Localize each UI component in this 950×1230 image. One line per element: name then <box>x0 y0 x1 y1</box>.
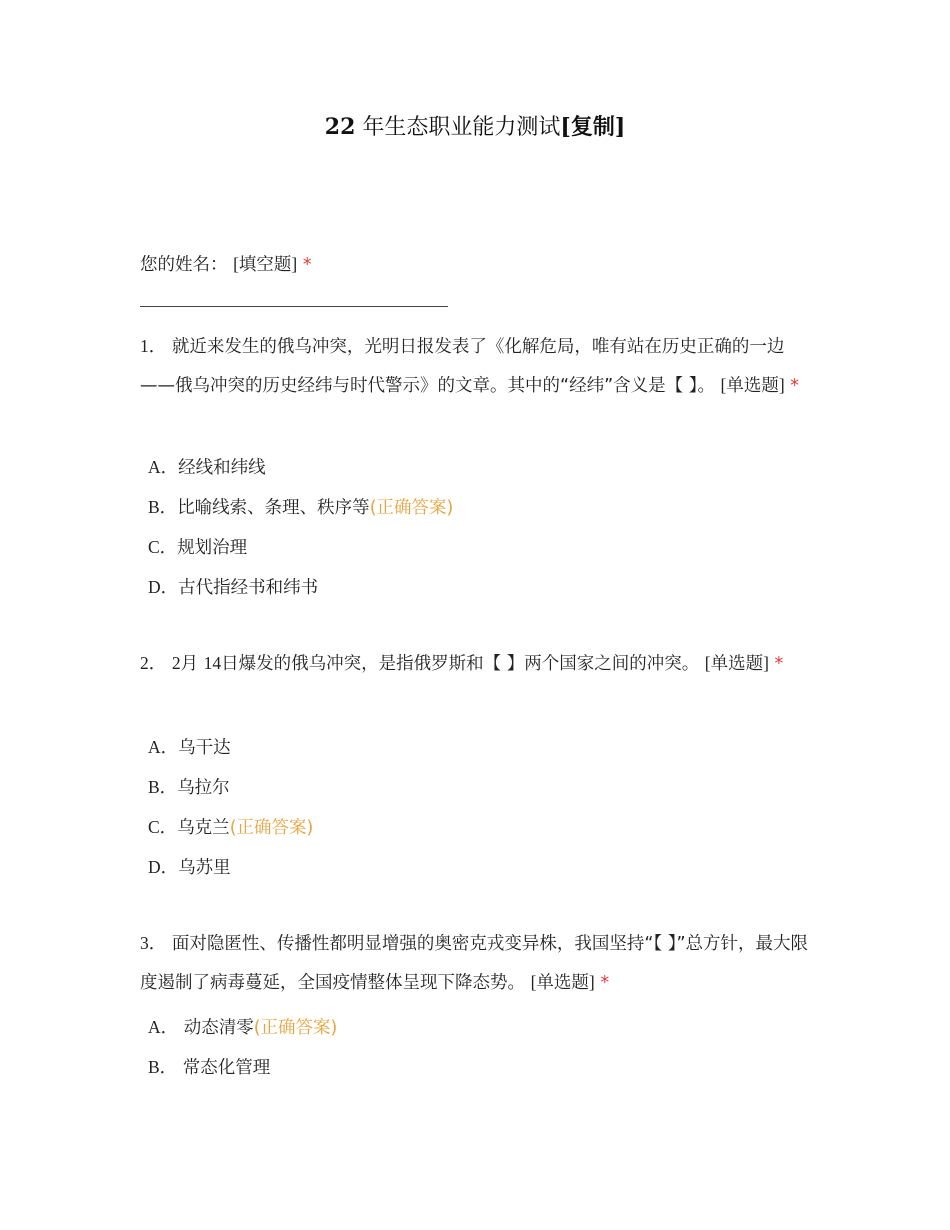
question-month-label: 月 <box>180 654 199 674</box>
option-c[interactable] <box>148 527 453 567</box>
option-b[interactable] <box>148 487 453 527</box>
question-type: [单选题] <box>720 375 785 395</box>
required-mark: * <box>774 654 784 674</box>
question-text: 日爆发的俄乌冲突，是指俄罗斯和【 】两个国家之间的冲突。 <box>221 654 700 674</box>
correct-answer-tag: (正确答案) <box>369 498 454 518</box>
question-number: 3． <box>140 933 167 953</box>
option-letter: A． <box>148 457 179 477</box>
option-letter: B． <box>148 777 178 797</box>
option-a[interactable] <box>148 447 453 487</box>
question-3-options <box>148 1007 337 1087</box>
option-a[interactable] <box>148 1007 337 1047</box>
question-1 <box>140 327 812 405</box>
question-3 <box>140 924 812 1002</box>
page-title <box>0 110 950 141</box>
option-text: 规划治理 <box>177 538 248 558</box>
question-2 <box>140 644 812 683</box>
correct-answer-tag: (正确答案) <box>253 1018 338 1038</box>
name-answer-line[interactable] <box>140 306 448 307</box>
option-a[interactable] <box>148 727 313 767</box>
option-text: 乌克兰 <box>177 818 230 838</box>
question-text: 面对隐匿性、传播性都明显增强的奥密克戎变异株，我国坚持“【 】”总方针，最大限度遏制了病毒蔓延，全国疫情整体呈现下降态势。 <box>140 934 809 993</box>
option-letter: D． <box>148 577 179 597</box>
option-letter: C． <box>148 537 178 557</box>
name-question-type: [填空题] <box>233 254 298 274</box>
question-number: 2． <box>140 653 167 673</box>
option-d[interactable] <box>148 567 453 607</box>
option-letter: B． <box>148 497 178 517</box>
option-text: 乌苏里 <box>178 858 231 878</box>
option-text: 古代指经书和纬书 <box>178 578 319 598</box>
question-type: [单选题] <box>530 972 595 992</box>
option-text: 比喻线索、条理、秩序等 <box>177 498 370 518</box>
option-text: 乌拉尔 <box>177 778 230 798</box>
name-question-label: 您的姓名： <box>140 255 228 275</box>
title-text: 年生态职业能力测试 <box>362 115 561 140</box>
option-letter: A． <box>148 737 179 757</box>
question-text: 就近来发生的俄乌冲突，光明日报发表了《化解危局，唯有站在历史正确的一边——俄乌冲突的历史经纬与时代警示》的文章。其中的“经纬”含义是【 】。 <box>140 337 785 396</box>
option-letter: C． <box>148 817 178 837</box>
name-question <box>140 245 812 284</box>
title-suffix: [复制] <box>560 114 626 140</box>
question-2-options <box>148 727 313 887</box>
option-letter: B． <box>148 1057 178 1077</box>
required-mark: * <box>600 973 610 993</box>
title-number: 22 <box>324 114 356 140</box>
option-letter: A． <box>148 1017 179 1037</box>
question-month-number: 2 <box>171 653 181 673</box>
option-text: 动态清零 <box>178 1018 254 1038</box>
question-number: 1． <box>140 336 167 356</box>
question-1-options <box>148 447 453 607</box>
option-d[interactable] <box>148 847 313 887</box>
option-text: 常态化管理 <box>177 1058 271 1078</box>
question-day-number: 14 <box>203 653 222 673</box>
required-mark: * <box>302 255 312 275</box>
question-type: [单选题] <box>704 653 769 673</box>
option-text: 经线和纬线 <box>178 458 266 478</box>
required-mark: * <box>790 376 800 396</box>
option-letter: D． <box>148 857 179 877</box>
option-b[interactable] <box>148 767 313 807</box>
option-b[interactable] <box>148 1047 337 1087</box>
option-text: 乌干达 <box>178 738 231 758</box>
correct-answer-tag: (正确答案) <box>229 818 314 838</box>
option-c[interactable] <box>148 807 313 847</box>
